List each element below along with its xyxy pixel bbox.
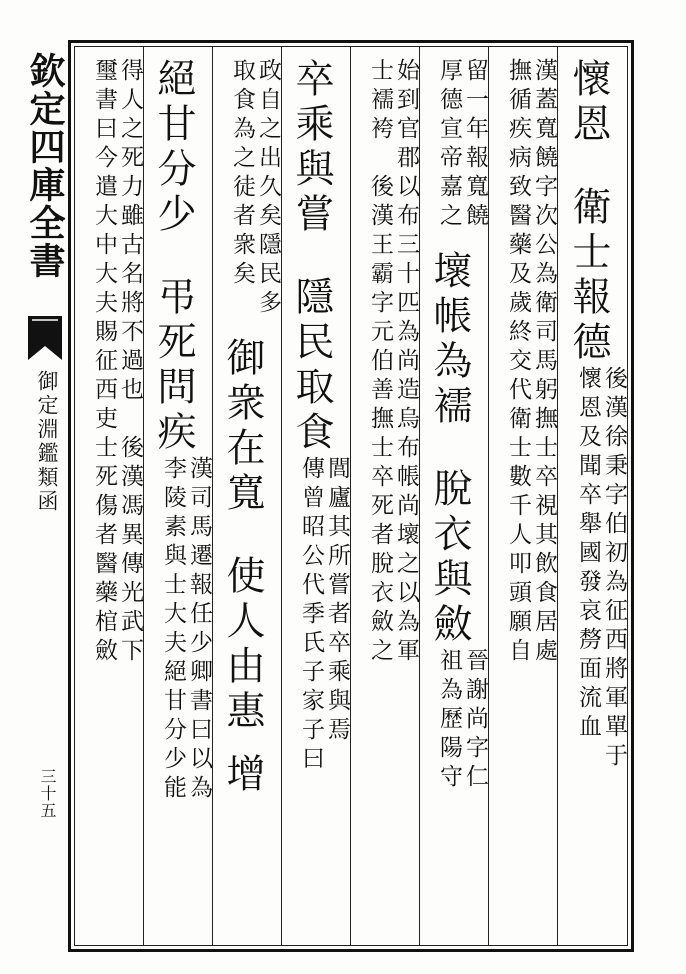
- text-column-7: [145, 46, 212, 946]
- commentary-lines: 漢蓋寬饒字次公為衛司馬躬撫士卒視其飲食居處 撫循疾病致醫藥及歲終交代衛士數千人叩頭願自: [505, 58, 557, 667]
- interlinear-note: 留一年報寬饒 厚德宣帝嘉之: [436, 58, 488, 232]
- text-column-5: [283, 46, 350, 946]
- column-rule: [488, 46, 489, 946]
- interlinear-note: 漢司馬遷報任少卿書曰以為 李陵素與士大夫絕甘分少能: [160, 456, 212, 804]
- entry-heading: 隱民取食: [289, 276, 334, 456]
- text-column-2: [490, 46, 557, 946]
- column-rule: [281, 46, 282, 946]
- column-rule: [557, 46, 558, 946]
- margin-collection-title: 欽定四庫全書: [24, 52, 66, 280]
- text-column-4: [352, 46, 419, 946]
- entry-heading: 使人由惠: [220, 555, 265, 735]
- text-column-1: [559, 46, 627, 946]
- entry-heading: 增: [220, 753, 265, 798]
- column-rule: [212, 46, 213, 946]
- margin-book-title: 御定淵鑑類函: [35, 370, 59, 514]
- interlinear-note: 閭廬其所嘗者卒乘與焉 傳曾昭公代季氏子家子曰: [298, 456, 350, 775]
- entry-heading: 壞帳為襦: [427, 250, 472, 430]
- commentary-lines: 始到官郡以布三十匹為尚造烏布帳尚壞之以為軍 士襦袴 後漢王霸字元伯善撫士卒死者脫衣斂之: [367, 58, 419, 667]
- column-rule: [143, 46, 144, 946]
- entry-heading: 脫衣與斂: [427, 468, 472, 648]
- entry-heading: 弔死問疾: [151, 276, 196, 456]
- entry-heading: 懷恩: [566, 58, 611, 148]
- text-column-6: [214, 46, 281, 946]
- commentary-lines: 得人之死力雖古名將不過也 後漢馮異傳光武下 璽書曰今遣大中大夫賜征西吏士死傷者醫藥棺斂: [91, 58, 143, 667]
- entry-heading: 絕甘分少: [151, 58, 196, 238]
- entry-heading: 卒乘與嘗: [289, 58, 334, 238]
- entry-heading: 御衆在寬: [220, 337, 265, 517]
- text-column-8: [75, 46, 143, 946]
- interlinear-note: 後漢徐秉字伯初為征西將軍單于 懷恩及聞卒舉國發哀剺面流血: [575, 366, 627, 772]
- margin-page-number: 三十五: [38, 768, 57, 819]
- column-rule: [419, 46, 420, 946]
- interlinear-note: 晉謝尚字仁 祖為歷陽守: [436, 648, 488, 793]
- entry-heading: 衛士報德: [566, 186, 611, 366]
- page-margin-strip: [22, 40, 68, 952]
- fish-tail-mark-icon: [28, 316, 62, 360]
- text-column-3: [421, 46, 488, 946]
- column-rule: [350, 46, 351, 946]
- commentary-lines: 政自之出久矣隱民多 取食為之徒者衆矣: [229, 58, 281, 319]
